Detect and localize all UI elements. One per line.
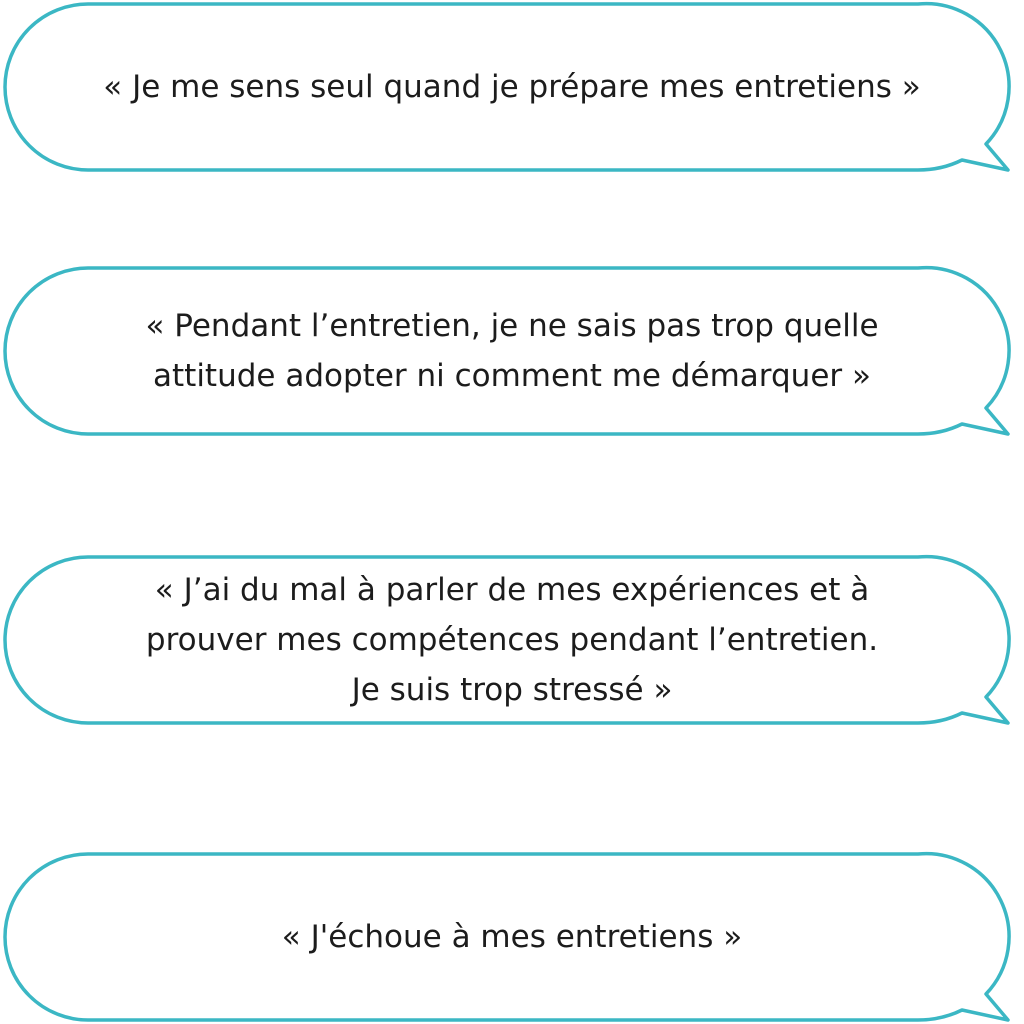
- quote-line: attitude adopter ni comment me démarquer »: [153, 358, 871, 394]
- speech-bubble-3-text: [60, 557, 964, 723]
- quote-line: Je suis trop stressé »: [351, 672, 673, 708]
- speech-bubble-4-text: [60, 854, 964, 1020]
- speech-bubble-2-text: [60, 268, 964, 434]
- quote-line: « J’ai du mal à parler de mes expériences et à: [154, 572, 870, 608]
- speech-bubble-1-text: [60, 4, 964, 170]
- quote-line: « J'échoue à mes entretiens »: [281, 919, 743, 955]
- quote-line: « Pendant l’entretien, je ne sais pas trop quelle: [145, 308, 879, 344]
- quote-line: prouver mes compétences pendant l’entretien.: [145, 622, 879, 658]
- quote-line: « Je me sens seul quand je prépare mes entretiens »: [103, 69, 921, 105]
